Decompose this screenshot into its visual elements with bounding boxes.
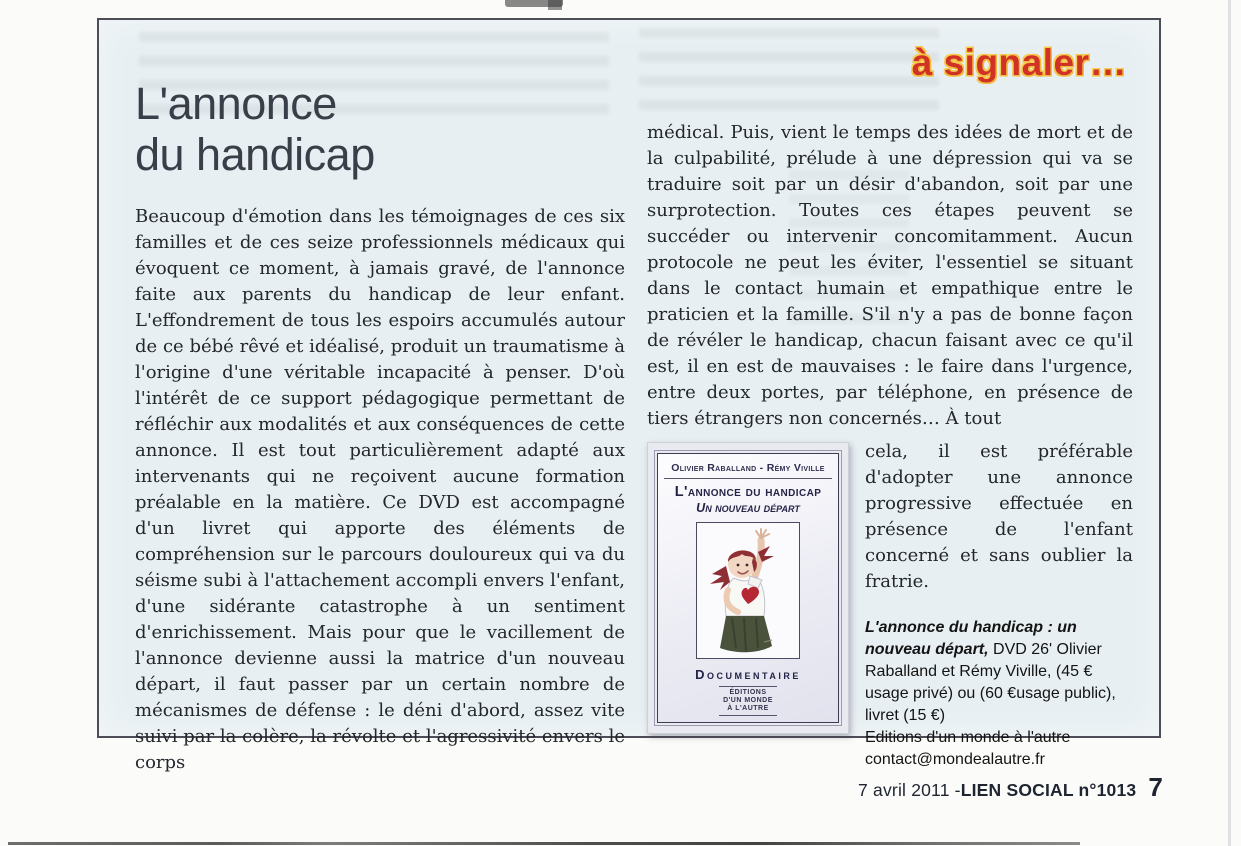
- dvd-title: L'annonce du handicap: [674, 484, 822, 500]
- section-header-a-signaler: à signaler…: [911, 42, 1127, 83]
- dvd-publisher-logo: [719, 686, 777, 716]
- dvd-publisher-line1: ÉDITIONS: [729, 689, 767, 696]
- article-title-line2: du handicap: [135, 129, 375, 180]
- caption-contact-email: contact@mondealautre.fr: [865, 751, 1045, 768]
- footer-page-number: 7: [1148, 772, 1163, 802]
- dvd-subtitle: Un nouveau départ: [696, 501, 800, 515]
- footer-date: 7 avril 2011 -: [858, 780, 961, 800]
- article-title-line1: L'annonce: [135, 78, 337, 129]
- article-panel: [97, 18, 1161, 773]
- page-footer: [858, 772, 1163, 803]
- caption-details: DVD 26' Olivier Raballand et Rémy Viville, (45 € usage privé) ou (60 €usage public), livret (15 €): [865, 641, 1116, 724]
- dvd-genre: Documentaire: [695, 667, 801, 682]
- dvd-cover-frame: [657, 453, 839, 723]
- bleed-through-artifact: [639, 28, 939, 120]
- caption-publisher: Editions d'un monde à l'autre: [865, 729, 1071, 746]
- column-left: [135, 78, 625, 776]
- scan-artifact-top-smudge-small: [548, 0, 562, 10]
- article-text-right-wrap: cela, il est préférable d'adopter une annonce progressive effectuée en présence de l'enfant concerné et sans oublier la fratrie.: [865, 441, 1133, 592]
- girl-drawing-icon: [698, 524, 798, 658]
- footer-magazine-name: LIEN SOCIAL n°1013: [960, 780, 1137, 800]
- dvd-cover-image: [647, 442, 849, 734]
- caption-title: L'annonce du handicap : un nouveau départ,: [865, 619, 1077, 658]
- scan-artifact-right-strip: [1228, 0, 1231, 846]
- column-right: [647, 120, 1133, 771]
- dvd-caption: [865, 617, 1133, 771]
- scan-artifact-bottom-line: [8, 842, 1080, 845]
- article-title: [135, 78, 625, 180]
- dvd-illustration-girl: [696, 522, 800, 659]
- dvd-authors: Olivier Raballand - Rémy Viville: [664, 462, 832, 479]
- dvd-and-wrap-block: [647, 439, 1133, 771]
- dvd-publisher-line2: D'UN MONDE: [723, 697, 773, 704]
- article-text-left: Beaucoup d'émotion dans les témoignages de ces six familles et de ces seize professionnels médicaux qui évoquent ce moment, à jamais gravé, de l'annonce faite aux parents du handicap de leur enfant. L'effondrement de tous les espoirs accumulés autour de ce bébé rêvé et idéalisé, produit un traumatisme à l'origine d'une véritable incapacité à penser. D'où l'intérêt de ce support pédagogique permettant de réfléchir aux modalités et aux conséquences de cette annonce. Il est tout particulièrement adapté aux intervenants qui ne reçoivent aucune formation préalable en la matière. Ce DVD est accompagné d'un livret qui apporte des éléments de compréhension sur le parcours douloureux qui va du séisme subi à l'attachement accompli envers l'enfant, d'une sidérante catastrophe à un sentiment d'enrichissement. Mais pour que le vacillement de l'annonce devienne aussi la matrice d'un nouveau départ, il faut passer par un certain nombre de mécanismes de défense : le déni d'abord, assez vite suivi par la colère, la révolte et l'agressivité envers le corps: [135, 206, 625, 773]
- article-text-right-top: médical. Puis, vient le temps des idées de mort et de la culpabilité, prélude à une dépression qui va se traduire soit par un désir d'abandon, soit par une surprotection. Toutes ces étapes peuvent se succéder ou intervenir concomitamment. Aucun protocole ne peut les éviter, l'essentiel se situant dans le contact humain et empathique entre le praticien et la famille. S'il n'y a pas de bonne façon de révéler le handicap, chacun faisant avec ce qu'il est, il en est de mauvaises : le faire dans l'urgence, entre deux portes, par téléphone, en présence de tiers étrangers non concernés… À tout: [647, 122, 1133, 429]
- dvd-publisher-line3: À L'AUTRE: [727, 705, 769, 712]
